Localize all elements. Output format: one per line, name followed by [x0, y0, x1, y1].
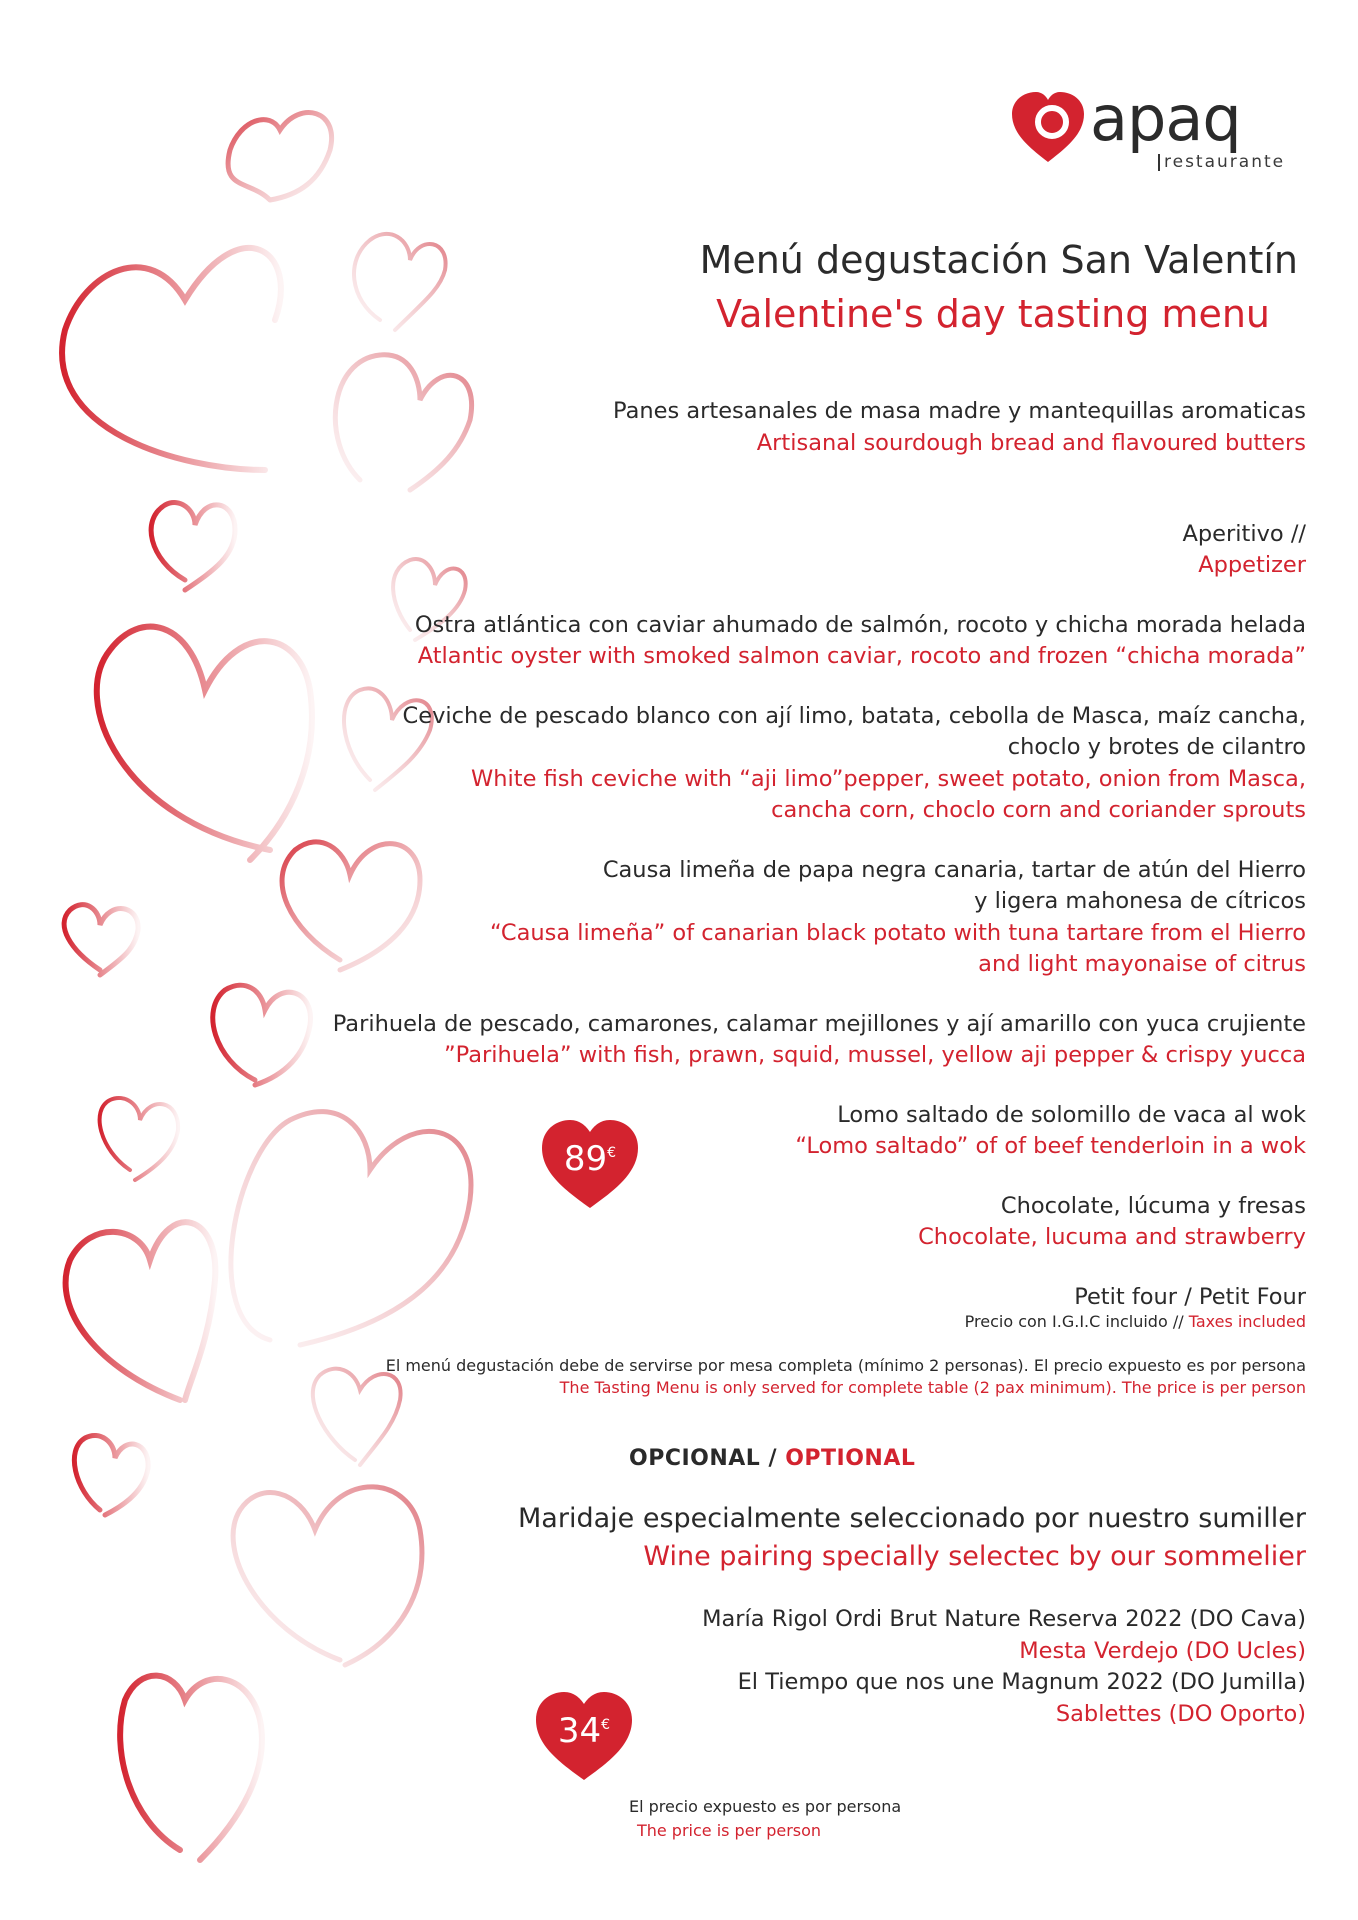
heart-outline-2 [62, 248, 281, 470]
course-en: “Causa limeña” of canarian black potato with tuna tartare from el Hierro and light mayonaise of citrus [490, 919, 1306, 977]
course-en: ”Parihuela” with fish, prawn, squid, mussel, yellow aji pepper & crispy yucca [444, 1042, 1306, 1068]
heart-icon [1010, 92, 1086, 164]
course-es: Chocolate, lúcuma y fresas [1000, 1192, 1306, 1219]
heart-outline-12 [100, 1098, 179, 1180]
course-es: Aperitivo // [1182, 520, 1306, 547]
wine-item: Sablettes (DO Oporto) [1055, 1700, 1306, 1727]
heart-outline-10 [64, 905, 138, 975]
menu-price-badge [540, 1118, 640, 1210]
pairing-price-amount: 34 [557, 1711, 602, 1751]
note-es: El menú degustación debe de servirse por mesa completa (mínimo 2 personas). El precio expuesto es por persona [385, 1356, 1306, 1375]
course-es: Ostra atlántica con caviar ahumado de salmón, rocoto y chicha morada helada [414, 611, 1306, 638]
menu-price-amount: 89 [563, 1139, 608, 1179]
course-es: Ceviche de pescado blanco con ají limo, batata, cebolla de Masca, maíz cancha, choclo y brotes de cilantro [402, 702, 1306, 760]
course-es: Parihuela de pescado, camarones, calamar mejillones y ají amarillo con yuca crujiente [332, 1010, 1306, 1037]
course-en: Appetizer [1198, 552, 1306, 578]
footer-es: El precio expuesto es por persona [629, 1797, 902, 1816]
course-item [306, 1009, 1306, 1072]
wine-item: El Tiempo que nos une Magnum 2022 (DO Jumilla) [737, 1669, 1306, 1695]
course-item [306, 396, 1306, 459]
heart-outline-14 [66, 1222, 216, 1400]
logo-wordmark: apaq [1090, 82, 1241, 155]
course-es: Lomo saltado de solomillo de vaca al wok [837, 1101, 1306, 1128]
optional-en: OPTIONAL [785, 1446, 916, 1471]
pairing-price-badge [534, 1690, 634, 1782]
optional-es: OPCIONAL / [629, 1446, 778, 1471]
course-item [306, 855, 1306, 981]
title-spanish: Menú degustación San Valentín [699, 238, 1298, 282]
course-item [306, 701, 1306, 827]
title-english: Valentine's day tasting menu [716, 292, 1270, 336]
course-item [306, 1282, 1306, 1314]
taxes-en: Taxes included [1188, 1312, 1306, 1331]
course-item [306, 487, 1306, 582]
note-en: The Tasting Menu is only served for complete table (2 pax minimum). The price is per person [559, 1378, 1306, 1397]
wine-list [702, 1604, 1306, 1730]
footer-note [629, 1795, 902, 1843]
heart-outline-11 [213, 985, 311, 1085]
footer-en: The price is per person [636, 1821, 822, 1840]
heart-outline-16 [74, 1435, 148, 1515]
wine-item: Mesta Verdejo (DO Ucles) [1019, 1637, 1306, 1664]
heart-outline-5 [151, 503, 235, 590]
heart-outline-1 [228, 113, 332, 200]
restaurant-logo [1010, 82, 1310, 182]
optional-heading [629, 1446, 915, 1471]
course-en: White fish ceviche with “aji limo”pepper, sweet potato, onion from Masca, cancha corn, choclo corn and coriander sprouts [471, 765, 1306, 823]
pairing-heading [518, 1500, 1306, 1576]
course-item [306, 610, 1306, 673]
heart-outline-18 [120, 1676, 262, 1860]
taxes-line [965, 1312, 1306, 1331]
course-es: Petit four / Petit Four [1074, 1283, 1306, 1310]
pairing-price-currency: € [601, 1717, 611, 1733]
course-en: Atlantic oyster with smoked salmon caviar, rocoto and frozen “chicha morada” [417, 643, 1306, 669]
course-en: “Lomo saltado” of of beef tenderloin in a wok [795, 1133, 1306, 1159]
course-en: Artisanal sourdough bread and flavoured butters [756, 429, 1306, 456]
course-es: Causa limeña de papa negra canaria, tartar de atún del Hierro y ligera mahonesa de cítricos [602, 856, 1306, 914]
course-list [306, 396, 1306, 1341]
heart-outline-7 [97, 627, 312, 860]
menu-price [540, 1139, 640, 1179]
taxes-es: Precio con I.G.I.C incluido // [964, 1312, 1184, 1331]
pairing-en: Wine pairing specially selectec by our sommelier [643, 1541, 1306, 1572]
course-es-inline [306, 487, 1306, 582]
course-item [306, 1100, 1306, 1163]
course-item [306, 1191, 1306, 1254]
logo-subtitle: restaurante [1158, 154, 1285, 171]
heart-outline-3 [354, 234, 446, 330]
menu-price-currency: € [607, 1145, 617, 1161]
pairing-es: Maridaje especialmente seleccionado por nuestro sumiller [518, 1503, 1306, 1534]
table-note [386, 1355, 1306, 1399]
course-en: Chocolate, lucuma and strawberry [918, 1224, 1306, 1250]
pairing-price [534, 1711, 634, 1751]
course-es: Panes artesanales de masa madre y mantequillas aromaticas [613, 398, 1306, 424]
wine-item: María Rigol Ordi Brut Nature Reserva 2022 (DO Cava) [702, 1606, 1306, 1632]
heart-outline-17 [233, 1487, 422, 1665]
